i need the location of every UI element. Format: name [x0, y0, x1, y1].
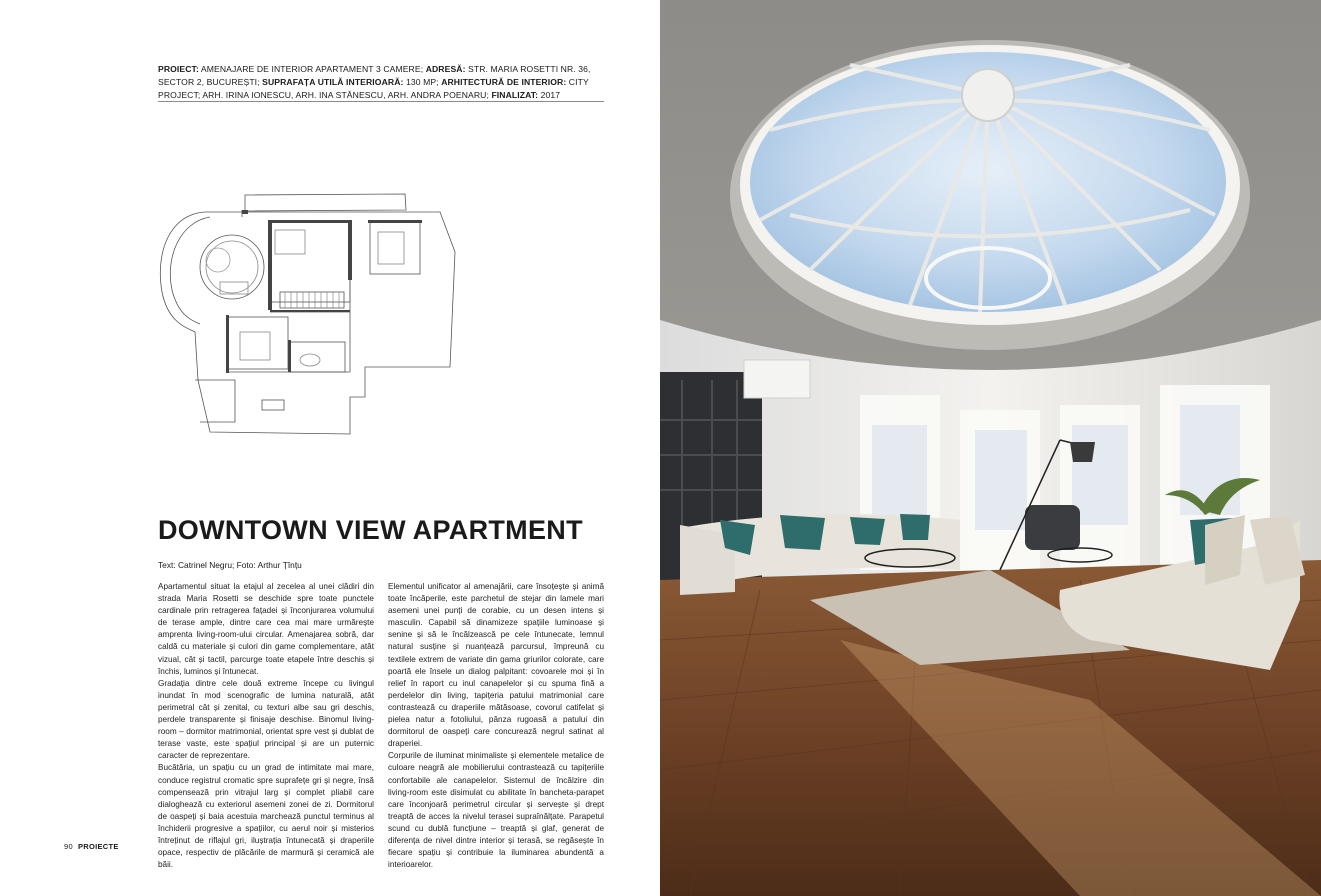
article-title: DOWNTOWN VIEW APARTMENT: [158, 515, 583, 545]
meta-proiect-label: PROIECT:: [158, 64, 199, 74]
meta-adresa-value: STR. MARIA ROSETTI NR. 36, SECTOR 2, BUCUREȘTI;: [158, 64, 591, 87]
paragraph: Corpurile de iluminat minimaliste și elementele metalice de culoare neagră ale mobilierului contrastează cu tapițeriile confortabile ale canapelelor. Sistemul de încălzire din living-room este disimulat cu abilitate în bancheta-parapet care înconjoară perimetrul circular și servește și drept treaptă de acces la nivelul terasei supraînălțate. Parapetul scund cu dublă funcțiune – treaptă și glaf, generat de diferența de nivel dintre interior și terasă, se regăsește în fiecare spațiu și contribuie la iluminarea abundentă a interioarelor.: [388, 751, 604, 870]
meta-proiect-value: AMENAJARE DE INTERIOR APARTAMENT 3 CAMERE;: [200, 64, 424, 74]
floor-plan-drawing: [150, 182, 470, 437]
paragraph: Gradația dintre cele două extreme începe cu livingul inundat în mod scenografic de lumina naturală, atât perimetral cât și zenital, cu texturi albe sau gri deschis, perdele transparente și finisaje deschise. Binomul living-room – dormitor matrimonial, orientat spre vest și dublat de terase vaste, este spațiul principal și are un puternic caracter de reprezentare.: [158, 678, 374, 761]
paragraph: Bucătăria, un spațiu cu un grad de intimitate mai mare, conduce registrul cromatic spre suprafețe gri și negre, însă compensează prin vitrajul larg și complet pliabil care dialoghează cu exteriorul asemeni zonei de zi. Dormitorul de oaspeți și baia acestuia marchează punctul terminus al închiderii progresive a spațiilor, cu aerul noir și misterios întreținut de riflajul gri, iluștrația întunecată și draperiile opace, respectiv de plăcările de marmură și ceramică ale băii.: [158, 763, 374, 870]
article-column-1: [158, 581, 374, 871]
article-column-2: [388, 581, 604, 871]
left-page: [0, 0, 660, 896]
interior-photo: [660, 0, 1321, 896]
meta-arhitectura-label: ARHITECTURĂ DE INTERIOR:: [441, 77, 567, 87]
meta-arhitectura-value: CITY PROJECT; ARH. IRINA IONESCU, ARH. INA STĂNESCU, ARH. ANDRA POENARU;: [158, 77, 589, 100]
section-name: PROIECTE: [77, 842, 119, 851]
meta-suprafata-label: SUPRAFAȚA UTILĂ INTERIOARĂ:: [262, 77, 404, 87]
meta-adresa-label: ADRESĂ:: [425, 64, 466, 74]
meta-finalizat-value: 2017: [540, 90, 561, 100]
project-meta: [158, 63, 604, 102]
page-folio: [64, 842, 119, 851]
paragraph: Elementul unificator al amenajării, care însoțește și animă toate încăperile, este parchetul de stejar din lamele mari asemeni unei punți de corabie, cu un desen intens și masculin. Capabil să dinamizeze spațiile luminoase și senine și să le încălzească pe cele întunecate, lemnul natural susține și nuanțează parcursul, împreună cu textilele extrem de variate din gama griurilor colorate, care poartă ele însele un dialog palpitant: covoarele moi și în relief în raport cu inul canapelelor și cu spuma fină a perdelelor din living, tapițeria patului matrimonial care contrastează cu draperiile mătăsoase, covorul catifelat și pielea natur a fotoliului, pânza rugoasă a patului din dormitorul de oaspeți care concurează negrul satinat al draperiei.: [388, 582, 604, 749]
meta-finalizat-label: FINALIZAT:: [491, 90, 539, 100]
meta-suprafata-value: 130 MP;: [405, 77, 439, 87]
page-number: 90: [64, 842, 73, 851]
meta-divider: [158, 101, 604, 102]
paragraph: Apartamentul situat la etajul al zecelea al unei clădiri din strada Maria Rosetti se deschide spre toate punctele cardinale prin retragerea fațadei și înconjurarea volumului de terase ample, dintre care cea mai mare urmărește amprenta living-room-ului circular. Amenajarea sobră, dar caldă cu materiale și culori din game complementare, atât vizual, cât și tactil, parcurge toate etapele între deschis și închis, luminos și întunecat.: [158, 582, 374, 676]
article-credits: Text: Catrinel Negru; Foto: Arthur Țînțu: [158, 560, 302, 570]
